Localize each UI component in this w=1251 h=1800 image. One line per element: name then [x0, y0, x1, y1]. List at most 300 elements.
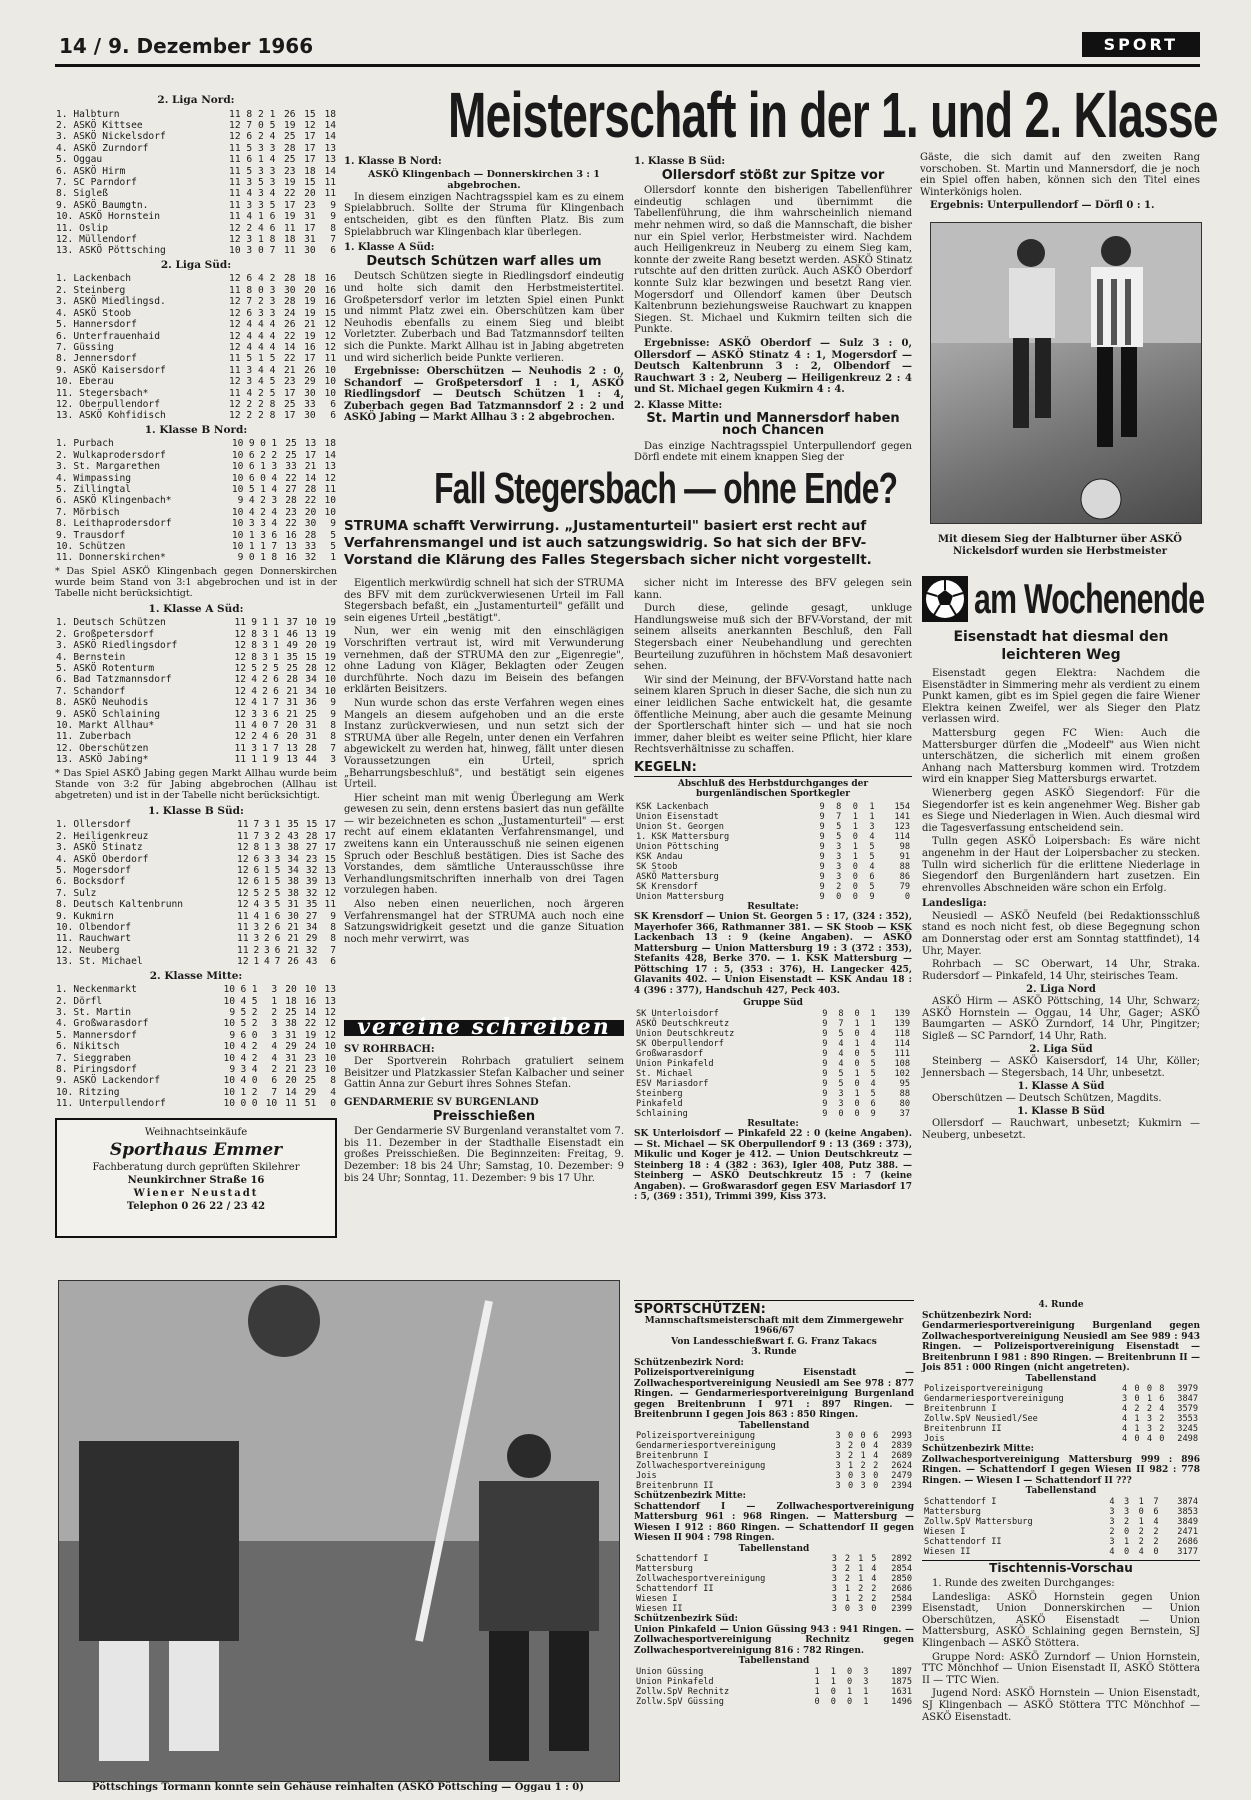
stat-cell: 12	[324, 1029, 336, 1041]
stat-cell: 0	[830, 1686, 836, 1697]
team-name: 2. Dörfl	[56, 995, 103, 1007]
stat-cell: 10	[324, 1064, 336, 1075]
table-row	[634, 1481, 914, 1491]
stat-cell: 3	[246, 177, 253, 189]
team-name: 10. Ritzing	[56, 1086, 120, 1098]
stat-cell: 2	[1146, 1404, 1153, 1414]
table-row	[55, 399, 337, 410]
stat-cell: 18	[283, 234, 296, 246]
stat-cell: 11	[324, 899, 336, 911]
stat-cell: 9	[819, 821, 825, 832]
stat-cell: 18	[285, 995, 297, 1007]
stat-cell: 0	[1134, 1434, 1140, 1444]
stat-cell: 2	[262, 685, 268, 697]
stat-cell: 0	[852, 881, 858, 892]
stat-cell: 2498	[1177, 1434, 1198, 1444]
stat-cell: 13	[305, 628, 317, 640]
stat-cell: 0	[1138, 1506, 1144, 1517]
stat-cell: 33	[285, 461, 297, 473]
stat-cell: 5	[869, 841, 875, 852]
stat-cell: 0	[854, 1078, 860, 1089]
stat-cell: 0	[852, 831, 858, 842]
stat-cell: 33	[304, 398, 316, 410]
stat-cell: 4	[838, 1058, 844, 1069]
stat-cell: 3	[269, 284, 276, 296]
table-row	[634, 1069, 912, 1079]
stat-cell: 4	[838, 1038, 844, 1049]
table-row	[634, 1431, 914, 1441]
stat-cell: 1	[844, 1594, 851, 1605]
paragraph: Der Gendarmerie SV Burgenland veranstaltet vom 7. bis 11. Dezember in der Stadthalle Eisenstadt ein großes Preisschießen. Die Beginnzeiten: Freitag, 9. Dezember: 18 bis 24 Uhr; Samstag, 10. Dezember: 9 bis 24 Uhr; Sonntag, 11. Dezember: 9 bis 17 Uhr.	[344, 1126, 624, 1184]
stat-cell: 6	[273, 731, 279, 743]
team-name: 10. ASKÖ Hornstein	[56, 211, 160, 223]
stat-cell: 3	[248, 518, 255, 530]
stat-cell: 0	[854, 1108, 860, 1119]
stat-cell: 21	[286, 708, 298, 720]
team-name: 8. Piringsdorf	[56, 1064, 137, 1075]
stat-cell: 20	[286, 731, 298, 743]
stat-cell: 9	[822, 1018, 828, 1029]
stat-cell: 4	[251, 720, 258, 732]
stat-cell: 26	[283, 108, 296, 120]
stat-cell: 0	[251, 1098, 258, 1110]
stat-cell: 32	[305, 887, 318, 899]
stat-cell: 3	[240, 1064, 247, 1075]
stat-cell: 2854	[891, 1564, 912, 1575]
stat-cell: 23	[285, 506, 297, 518]
stat-cell: 12	[229, 376, 241, 388]
stat-cell: 0	[852, 801, 858, 812]
stat-cell: 1	[852, 821, 858, 832]
stat-cell: 3	[246, 245, 253, 257]
stat-cell: 3	[260, 529, 266, 541]
team-name: 13. ASKÖ Kohfidisch	[56, 410, 166, 422]
stat-cell: 2	[1124, 1516, 1130, 1527]
stat-cell: 30	[287, 910, 299, 922]
team-name: 13. ASKÖ Pöttsching	[56, 245, 166, 257]
table-row	[55, 709, 337, 720]
stat-cell: 3	[246, 376, 253, 388]
stat-cell: 2394	[891, 1481, 912, 1492]
stat-cell: 4	[251, 685, 258, 697]
stat-cell: 11	[283, 222, 296, 234]
stat-cell: 6	[269, 211, 276, 223]
stat-cell: 11	[324, 353, 336, 365]
stat-cell: 6	[248, 449, 255, 461]
team-name: 6. Bad Tatzmannsdorf	[56, 674, 172, 686]
stat-cell: 10	[305, 617, 317, 629]
stat-cell: 5	[273, 663, 279, 675]
results: Ergebnis: Unterpullendorf — Dörfl 0 : 1.	[930, 200, 1155, 212]
stat-cell: 3	[835, 1441, 841, 1452]
stat-cell: 4	[251, 674, 258, 686]
stat-cell: 1	[248, 529, 255, 541]
stat-cell: 11	[229, 364, 241, 376]
stat-cell: 139	[894, 1018, 910, 1029]
stat-cell: 1	[814, 1686, 820, 1697]
stat-cell: 13	[285, 541, 297, 552]
stat-cell: 10	[223, 1098, 236, 1110]
team-name: 12. Oberschützen	[56, 742, 149, 754]
table-row	[55, 1053, 337, 1064]
stat-cell: 18	[304, 165, 316, 177]
stat-cell: 5	[838, 1028, 844, 1039]
stat-cell: 9	[869, 891, 875, 902]
subhead: 2. Liga Nord	[1026, 984, 1096, 996]
stat-cell: 11	[234, 754, 247, 766]
stat-cell: 3	[1109, 1506, 1115, 1517]
table-row	[55, 530, 337, 541]
stat-cell: 0	[836, 891, 842, 902]
report-column-2	[634, 152, 912, 466]
stat-cell: 1	[273, 617, 279, 629]
stat-cell: 2479	[891, 1471, 912, 1482]
stat-cell: 0	[257, 284, 264, 296]
stat-cell: 28	[304, 483, 317, 495]
stat-cell: 25	[285, 449, 297, 461]
stat-cell: 0	[846, 1696, 853, 1707]
stat-cell: 6	[870, 1098, 876, 1109]
paragraph: Steinberg — ASKÖ Kaisersdorf, 14 Uhr, Köller; Jennersbach — Stegersbach, 14 Uhr, unbesetzt.	[922, 1056, 1200, 1079]
stat-cell: 7	[271, 1086, 278, 1098]
stat-cell: 4	[246, 330, 253, 342]
stat-cell: 11	[324, 188, 336, 200]
stat-cell: 2686	[1177, 1536, 1198, 1547]
table-row	[55, 865, 337, 876]
stat-cell: 4	[246, 387, 253, 399]
table-row	[634, 1059, 912, 1069]
stat-cell: 3	[863, 1676, 869, 1687]
kegeln-res-head: Resultate:	[747, 1118, 799, 1129]
table-row	[922, 1547, 1200, 1557]
stat-cell: 8	[330, 222, 336, 234]
stat-cell: 12	[229, 120, 241, 131]
table-row	[634, 882, 912, 892]
stat-cell: 1	[858, 1564, 864, 1575]
schuetzen-by: Von Landesschießwart f. G. Franz Takacs	[671, 1336, 877, 1347]
stat-cell: 8	[838, 1008, 844, 1019]
stat-cell: 13	[324, 461, 336, 473]
stat-cell: 10	[231, 449, 244, 461]
paragraph: Also neben einen neuerlichen, noch ärgeren Verfahrensmangel hat der STRUMA auch noch eine Satzungswidrigkeit gesetzt und die ganze Situation noch mehr verwirrt, was	[344, 899, 624, 945]
stat-cell: 10	[231, 461, 244, 473]
team-name: 9. Kukmirn	[56, 910, 114, 922]
stat-cell: 12	[234, 674, 247, 686]
paragraph: Das einzige Nachtragsspiel Unterpullendorf gegen Dörfl endete mit einem knappen Sieg der	[634, 440, 912, 464]
stat-cell: 7	[330, 742, 336, 754]
team-name: 6. Bocksdorf	[56, 876, 126, 888]
stat-cell: 9	[822, 1078, 828, 1089]
ad-line: Telephon 0 26 22 / 23 42	[126, 1200, 266, 1212]
table-row	[55, 686, 337, 697]
stat-cell: 10	[223, 995, 236, 1007]
stat-cell: 11	[237, 933, 249, 945]
stat-cell: 19	[324, 651, 336, 663]
team-name: 11. Zuberbach	[56, 731, 132, 743]
team-name: 2. Wulkaprodersdorf	[56, 449, 166, 461]
paragraph: Wir sind der Meinung, der BFV-Vorstand hatte nach seinem klaren Spruch in dieser Sache, die sich nun zu einer leidlichen Sache entwickelt hat, die gesamte öffentliche Meinung, aber auch die gesamte Meinung der Sportlerschaft hinter sich — und hat sie noch immer, daher bleibt es weiter seine Pflicht, hier klare Rechtsverhältnisse zu schaffen.	[634, 674, 912, 756]
stat-cell: 33	[304, 541, 317, 552]
stat-cell: 2	[251, 1041, 258, 1053]
stat-cell: 23	[283, 376, 296, 388]
stat-cell: 15	[324, 853, 336, 865]
table-row	[55, 1041, 337, 1052]
stat-cell: 29	[304, 376, 316, 388]
team-name: Steinberg	[636, 1088, 683, 1099]
stat-cell: 3	[257, 188, 264, 200]
stat-cell: 3	[863, 1666, 869, 1677]
stat-cell: 7	[836, 811, 842, 822]
stat-cell: 23	[283, 165, 296, 177]
stat-cell: 2	[246, 410, 253, 422]
stat-cell: 12	[237, 887, 249, 899]
stat-cell: 2	[264, 933, 270, 945]
stat-cell: 10	[265, 1098, 278, 1110]
stat-cell: 31	[304, 211, 316, 223]
stat-cell: 4	[246, 341, 253, 353]
stat-cell: 1	[264, 842, 270, 854]
fall-column-1	[344, 578, 624, 947]
stat-cell: 0	[848, 1431, 854, 1442]
team-name: 8. Sigleß	[56, 188, 108, 200]
table-row	[634, 802, 912, 812]
stat-cell: 2624	[891, 1461, 912, 1472]
stat-cell: 1	[814, 1666, 820, 1677]
stat-cell: 3	[271, 495, 278, 507]
results: Gendarmeriesportvereinigung Burgenland gegen Zollwachesportvereinigung Neusiedl am See 989 : 943 Ringen. — Polizeisportvereinigung Eisenstadt — Breitenbrunn I 981 : 890 Ringen. — Breitenbrunn II — Jois 851 : 000 Ringen (nicht angetreten).	[922, 1321, 1200, 1373]
stat-cell: 3	[836, 861, 842, 872]
ad-brand: Sporthaus Emmer	[109, 1139, 283, 1160]
paragraph: Gruppe Nord: ASKÖ Zurndorf — Union Hornstein, TTC Mönchhof — Union Eisenstadt II, ASKÖ Stöttera II — TTC Wien.	[922, 1651, 1200, 1686]
stat-cell: 8	[269, 234, 276, 246]
standings-table	[55, 819, 337, 967]
district-label: Schützenbezirk Mitte:	[634, 1491, 747, 1502]
stat-cell: 9	[330, 199, 336, 211]
paragraph: Landesliga: ASKÖ Hornstein gegen Union Eisenstadt, Union Donnerskirchen — Union Oberschützen, ASKÖ Eisenstadt — Union Mattersburg, ASKÖ Schlaining gegen Bernstein, SJ Klingenbach — ASKÖ Stöttera.	[922, 1591, 1200, 1650]
stat-cell: 10	[223, 1052, 236, 1064]
team-name: Pinkafeld	[636, 1098, 683, 1109]
stat-cell: 2	[251, 731, 258, 743]
table-row	[634, 1677, 914, 1687]
stat-cell: 31	[286, 697, 298, 709]
stat-cell: 18	[324, 108, 336, 120]
table-row	[55, 617, 337, 628]
stat-cell: 3	[831, 1564, 837, 1575]
stat-cell: 3	[271, 984, 278, 996]
stat-cell: 0	[1159, 1434, 1165, 1444]
stat-cell: 6	[273, 708, 279, 720]
paragraph: Gäste, die sich damit auf den zweiten Rang vorschoben. St. Martin und Mannersdorf, die je noch ein Spiel offen haben, können sich den Titel eines Winterkönigs holen.	[920, 152, 1200, 198]
stat-cell: 14	[324, 449, 336, 461]
stat-cell: 11	[229, 284, 241, 296]
team-name: 10. Olbendorf	[56, 921, 132, 933]
stat-cell: 34	[287, 864, 299, 876]
stat-cell: 5	[330, 529, 336, 541]
stat-cell: 2	[260, 495, 266, 507]
stat-cell: 4	[330, 1086, 336, 1098]
table-row	[55, 1007, 337, 1018]
stat-cell: 1	[830, 1666, 836, 1677]
stat-cell: 25	[286, 663, 298, 675]
table-row	[55, 652, 337, 663]
stat-cell: 9	[819, 801, 825, 812]
stat-cell: 9	[330, 910, 336, 922]
stat-cell: 31	[287, 899, 299, 911]
team-name: ASKÖ Deutschkreutz	[636, 1018, 730, 1029]
stat-cell: 11	[229, 387, 241, 399]
stat-cell: 35	[287, 819, 299, 831]
stat-cell: 25	[283, 131, 296, 143]
table-row	[55, 911, 337, 922]
table-row	[55, 120, 337, 131]
stat-cell: 2	[257, 410, 264, 422]
stat-cell: 5	[330, 541, 336, 552]
stat-cell: 31	[305, 731, 317, 743]
stat-cell: 4	[257, 319, 264, 331]
stat-cell: 20	[304, 188, 316, 200]
table-row	[55, 507, 337, 518]
stat-cell: 2	[1138, 1536, 1144, 1547]
table-row	[634, 812, 912, 822]
stat-cell: 4	[264, 956, 270, 968]
stat-cell: 3	[831, 1604, 837, 1615]
paragraph: Deutsch Schützen siegte in Riedlingsdorf eindeutig und holte sich damit den Herbstmeistertitel. Großpetersdorf verlor im letzten Spiel einen Punkt und nimmt Platz zwei ein. Oberschützen kam über Neuhodis ebenfalls zu einem Sieg und bleibt Vorletzter. Zuberbach und Bad Tatzmannsdorf teilten sich die Punkte. Markt Allhau ist in Jabing abgetreten und wird sicherlich beide Punkte verlieren.	[344, 271, 624, 364]
stat-cell: 12	[237, 899, 249, 911]
table-row	[55, 518, 337, 529]
team-name: Zollw.SpV Neusiedl/See	[924, 1414, 1038, 1424]
stat-cell: 12	[234, 651, 247, 663]
table-row	[634, 892, 912, 902]
stat-cell: 38	[287, 842, 299, 854]
stat-cell: 1	[273, 628, 279, 640]
stat-cell: 15	[305, 651, 317, 663]
stat-cell: 5	[269, 199, 276, 211]
stat-cell: 21	[283, 364, 296, 376]
stat-cell: 2	[1134, 1404, 1140, 1414]
team-name: Union Mattersburg	[636, 891, 724, 902]
stat-cell: 13	[286, 742, 298, 754]
stat-cell: 28	[285, 495, 297, 507]
team-name: Breitenbrunn I	[924, 1404, 997, 1414]
fall-column-2	[634, 578, 912, 1203]
stat-cell: 6	[253, 853, 260, 865]
district-label: Schützenbezirk Süd:	[634, 1614, 738, 1625]
table-row	[55, 484, 337, 495]
stat-cell: 11	[229, 188, 241, 200]
paragraph: sicher nicht im Interesse des BFV gelegen sein kann.	[634, 578, 912, 601]
stat-cell: 24	[304, 1041, 317, 1053]
stat-cell: 26	[287, 956, 299, 968]
stat-cell: 28	[283, 296, 296, 308]
stat-cell: 9	[822, 1058, 828, 1069]
stat-cell: 12	[304, 120, 316, 131]
stat-cell: 3	[253, 921, 260, 933]
stat-cell: 2	[1153, 1536, 1159, 1547]
table-row	[634, 862, 912, 872]
stat-cell: 20	[304, 284, 316, 296]
stat-cell: 3	[274, 853, 281, 865]
schuetzen-table-sued	[634, 1667, 914, 1707]
stat-cell: 2	[264, 887, 270, 899]
stat-cell: 1	[330, 552, 336, 564]
stat-cell: 25	[283, 154, 296, 166]
stat-cell: 1	[814, 1676, 820, 1687]
table-row	[55, 831, 337, 842]
table-row	[55, 945, 337, 956]
subhead: 2. Klasse Mitte:	[634, 399, 723, 411]
stat-cell: 1	[854, 1088, 860, 1099]
stat-cell: 12	[229, 234, 241, 246]
stat-cell: 10	[324, 674, 336, 686]
stat-cell: 3	[860, 1471, 866, 1482]
stat-cell: 1	[257, 353, 264, 365]
stat-cell: 1	[1134, 1424, 1140, 1434]
stat-cell: 3	[330, 754, 336, 766]
stat-cell: 6	[869, 871, 875, 882]
standings-note: * Das Spiel ASKÖ Klingenbach gegen Donnerskirchen wurde beim Stand von 3:1 abgebrochen und ist in der Tabelle nicht berücksichtigt.	[55, 565, 337, 599]
stat-cell: 8	[330, 921, 336, 933]
goalkeeper-illustration	[59, 1281, 619, 1781]
stat-cell: 1	[273, 651, 279, 663]
photo-goalkeeper	[58, 1280, 620, 1782]
stat-cell: 5	[836, 831, 842, 842]
stat-cell: 30	[304, 410, 316, 422]
stat-cell: 16	[324, 273, 336, 285]
stat-cell: 8	[836, 801, 842, 812]
stat-cell: 4	[870, 1028, 876, 1039]
stat-cell: 2	[251, 1086, 258, 1098]
stat-cell: 3	[262, 628, 268, 640]
schuetzen-title: SPORTSCHÜTZEN:	[634, 1302, 766, 1317]
stat-cell: 25	[283, 398, 296, 410]
stat-cell: 4	[257, 330, 264, 342]
team-name: 6. ASKÖ Hirm	[56, 165, 126, 177]
paragraph: Tulln gegen ASKÖ Loipersbach: Es wäre nicht angenehm in der Haut der Loipersbacher zu stecken. Tulln wird sicherlich für die erlittene Niederlage in Siegendorf den Burgenländern hart zusetzen. Ein ehrenvolles Abschneiden wäre schon ein Erfolg.	[922, 836, 1200, 894]
stat-cell: 10	[223, 1075, 236, 1087]
report-column-3	[920, 152, 1200, 214]
table-label: Tabellenstand	[1025, 1373, 1097, 1384]
stat-cell: 6	[274, 944, 281, 956]
stat-cell: 5	[870, 1068, 876, 1079]
stat-cell: 5	[871, 1554, 877, 1565]
table-label: Tabellenstand	[1025, 1486, 1097, 1496]
team-name: 2. Heiligenkreuz	[56, 830, 149, 842]
stat-cell: 9	[819, 851, 825, 862]
stat-cell: 3	[246, 199, 253, 211]
stat-cell: 17	[304, 353, 316, 365]
stat-cell: 98	[899, 841, 910, 852]
stat-cell: 1	[1134, 1414, 1140, 1424]
stat-cell: 22	[283, 188, 296, 200]
stat-cell: 9	[822, 1048, 828, 1059]
stat-cell: 5	[269, 120, 276, 131]
fall-lead: STRUMA schafft Verwirrung. „Justamenturteil" basiert erst recht auf Verfahrensmangel und ist auch satzungswidrig. So hat sich der BFV-Vorstand die Klärung des Falles Stegersbach sicher nicht vorgestellt.	[344, 518, 872, 568]
stat-cell: 17	[283, 199, 296, 211]
paragraph: Jugend Nord: ASKÖ Hornstein — Union Eisenstadt, SJ Klingenbach — ASKÖ Stöttera TTC Mönchhof — ASKÖ Eisenstadt.	[922, 1688, 1200, 1723]
stat-cell: 1	[251, 984, 258, 996]
team-name: 7. SC Parndorf	[56, 177, 137, 189]
stat-cell: 4	[271, 506, 278, 518]
stat-cell: 17	[304, 449, 317, 461]
stat-cell: 19	[283, 120, 296, 131]
stat-cell: 2	[251, 1018, 258, 1030]
results: Ergebnisse: Oberschützen — Neuhodis 2 : 0, Schandorf — Großpetersdorf 1 : 1, ASKÖ Riedlingsdorf — Deutsch Schützen 1 : 4, Zuberbach gegen Bad Tatzmannsdorf 2 : 2 und ASKÖ Jabing — Markt Allhau 3 : 2 abgebrochen.	[344, 366, 624, 424]
team-name: Polizeisportvereinigung	[636, 1431, 755, 1442]
round-label: 4. Runde	[1038, 1300, 1084, 1310]
stat-cell: 6	[248, 472, 255, 484]
stat-cell: 17	[304, 222, 316, 234]
stat-cell: 8	[253, 842, 260, 854]
